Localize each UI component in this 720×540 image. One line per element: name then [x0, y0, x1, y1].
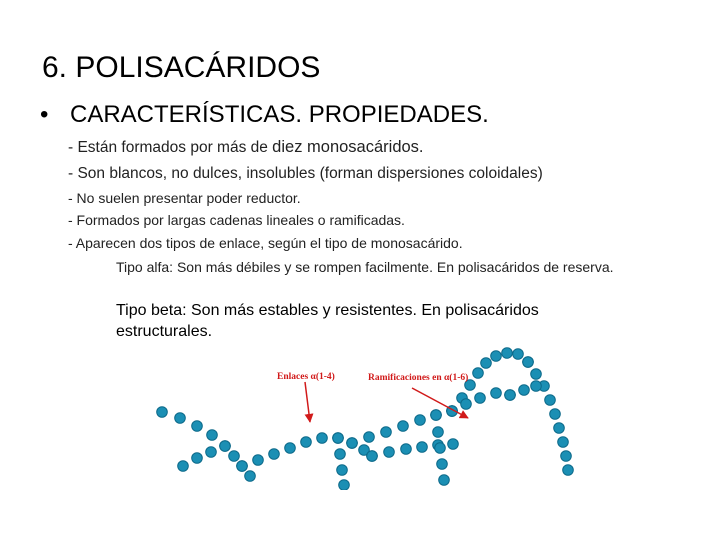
monosaccharide-bead — [245, 471, 256, 482]
monosaccharide-bead — [237, 461, 248, 472]
monosaccharide-bead — [417, 442, 428, 453]
monosaccharide-bead — [439, 475, 450, 486]
line-blancos: - Son blancos, no dulces, insolubles (forman dispersiones coloidales) — [68, 165, 543, 182]
monosaccharide-bead — [337, 465, 348, 476]
monosaccharide-bead — [563, 465, 574, 476]
alpha16-label: Ramificaciones en α(1-6) — [368, 373, 469, 383]
monosaccharide-bead — [220, 441, 231, 452]
monosaccharide-bead — [347, 438, 358, 449]
monosaccharide-bead — [561, 451, 572, 462]
monosaccharide-bead — [523, 357, 534, 368]
monosaccharide-bead — [175, 413, 186, 424]
monosaccharide-bead — [253, 455, 264, 466]
bead-chains — [157, 348, 574, 490]
alpha14-label: Enlaces α(1-4) — [277, 372, 335, 382]
monosaccharide-bead — [448, 439, 459, 450]
monosaccharide-bead — [207, 430, 218, 441]
monosaccharide-bead — [157, 407, 168, 418]
monosaccharide-bead — [192, 421, 203, 432]
bullet-marker: • — [40, 101, 49, 128]
monosaccharide-bead — [206, 447, 217, 458]
polysaccharide-diagram — [150, 340, 590, 490]
monosaccharide-bead — [554, 423, 565, 434]
line-enlace: - Aparecen dos tipos de enlace, según el tipo de monosacárido. — [68, 235, 463, 251]
monosaccharide-bead — [381, 427, 392, 438]
monosaccharide-bead — [384, 447, 395, 458]
line-cadenas: - Formados por largas cadenas lineales o ramificadas. — [68, 212, 405, 228]
monosaccharide-bead — [473, 368, 484, 379]
monosaccharide-bead — [481, 358, 492, 369]
monosaccharide-bead — [364, 432, 375, 443]
monosaccharide-bead — [513, 349, 524, 360]
monosaccharide-bead — [545, 395, 556, 406]
monosaccharide-bead — [398, 421, 409, 432]
monosaccharide-bead — [178, 461, 189, 472]
line-reductor: - No suelen presentar poder reductor. — [68, 190, 301, 206]
monosaccharide-bead — [435, 443, 446, 454]
monosaccharide-bead — [502, 348, 513, 359]
line-formados — [68, 137, 424, 158]
monosaccharide-bead — [192, 453, 203, 464]
monosaccharide-bead — [333, 433, 344, 444]
monosaccharide-bead — [339, 480, 350, 490]
monosaccharide-bead — [491, 351, 502, 362]
monosaccharide-bead — [491, 388, 502, 399]
monosaccharide-bead — [531, 381, 542, 392]
sub-tipo-beta: Tipo beta: Son más estables y resistentes. En polisacáridos estructurales. — [116, 302, 539, 340]
monosaccharide-bead — [437, 459, 448, 470]
slide-title: 6. POLISACÁRIDOS — [42, 51, 321, 84]
monosaccharide-bead — [531, 369, 542, 380]
line-formados-emphasis: diez monosacáridos. — [272, 138, 424, 156]
sub-tipo-alfa: Tipo alfa: Son más débiles y se rompen facilmente. En polisacáridos de reserva. — [116, 259, 614, 275]
main-bullet — [40, 100, 489, 130]
monosaccharide-bead — [433, 427, 444, 438]
monosaccharide-bead — [269, 449, 280, 460]
bullet-heading: CARACTERÍSTICAS. PROPIEDADES. — [70, 101, 489, 128]
monosaccharide-bead — [285, 443, 296, 454]
monosaccharide-bead — [301, 437, 312, 448]
monosaccharide-bead — [415, 415, 426, 426]
monosaccharide-bead — [505, 390, 516, 401]
monosaccharide-bead — [519, 385, 530, 396]
line-formados-prefix: - Están formados por más de — [68, 139, 273, 156]
monosaccharide-bead — [461, 399, 472, 410]
monosaccharide-bead — [317, 433, 328, 444]
monosaccharide-bead — [550, 409, 561, 420]
monosaccharide-bead — [431, 410, 442, 421]
monosaccharide-bead — [401, 444, 412, 455]
monosaccharide-bead — [367, 451, 378, 462]
alpha14-arrow — [305, 382, 310, 422]
monosaccharide-bead — [475, 393, 486, 404]
monosaccharide-bead — [335, 449, 346, 460]
monosaccharide-bead — [229, 451, 240, 462]
monosaccharide-bead — [558, 437, 569, 448]
